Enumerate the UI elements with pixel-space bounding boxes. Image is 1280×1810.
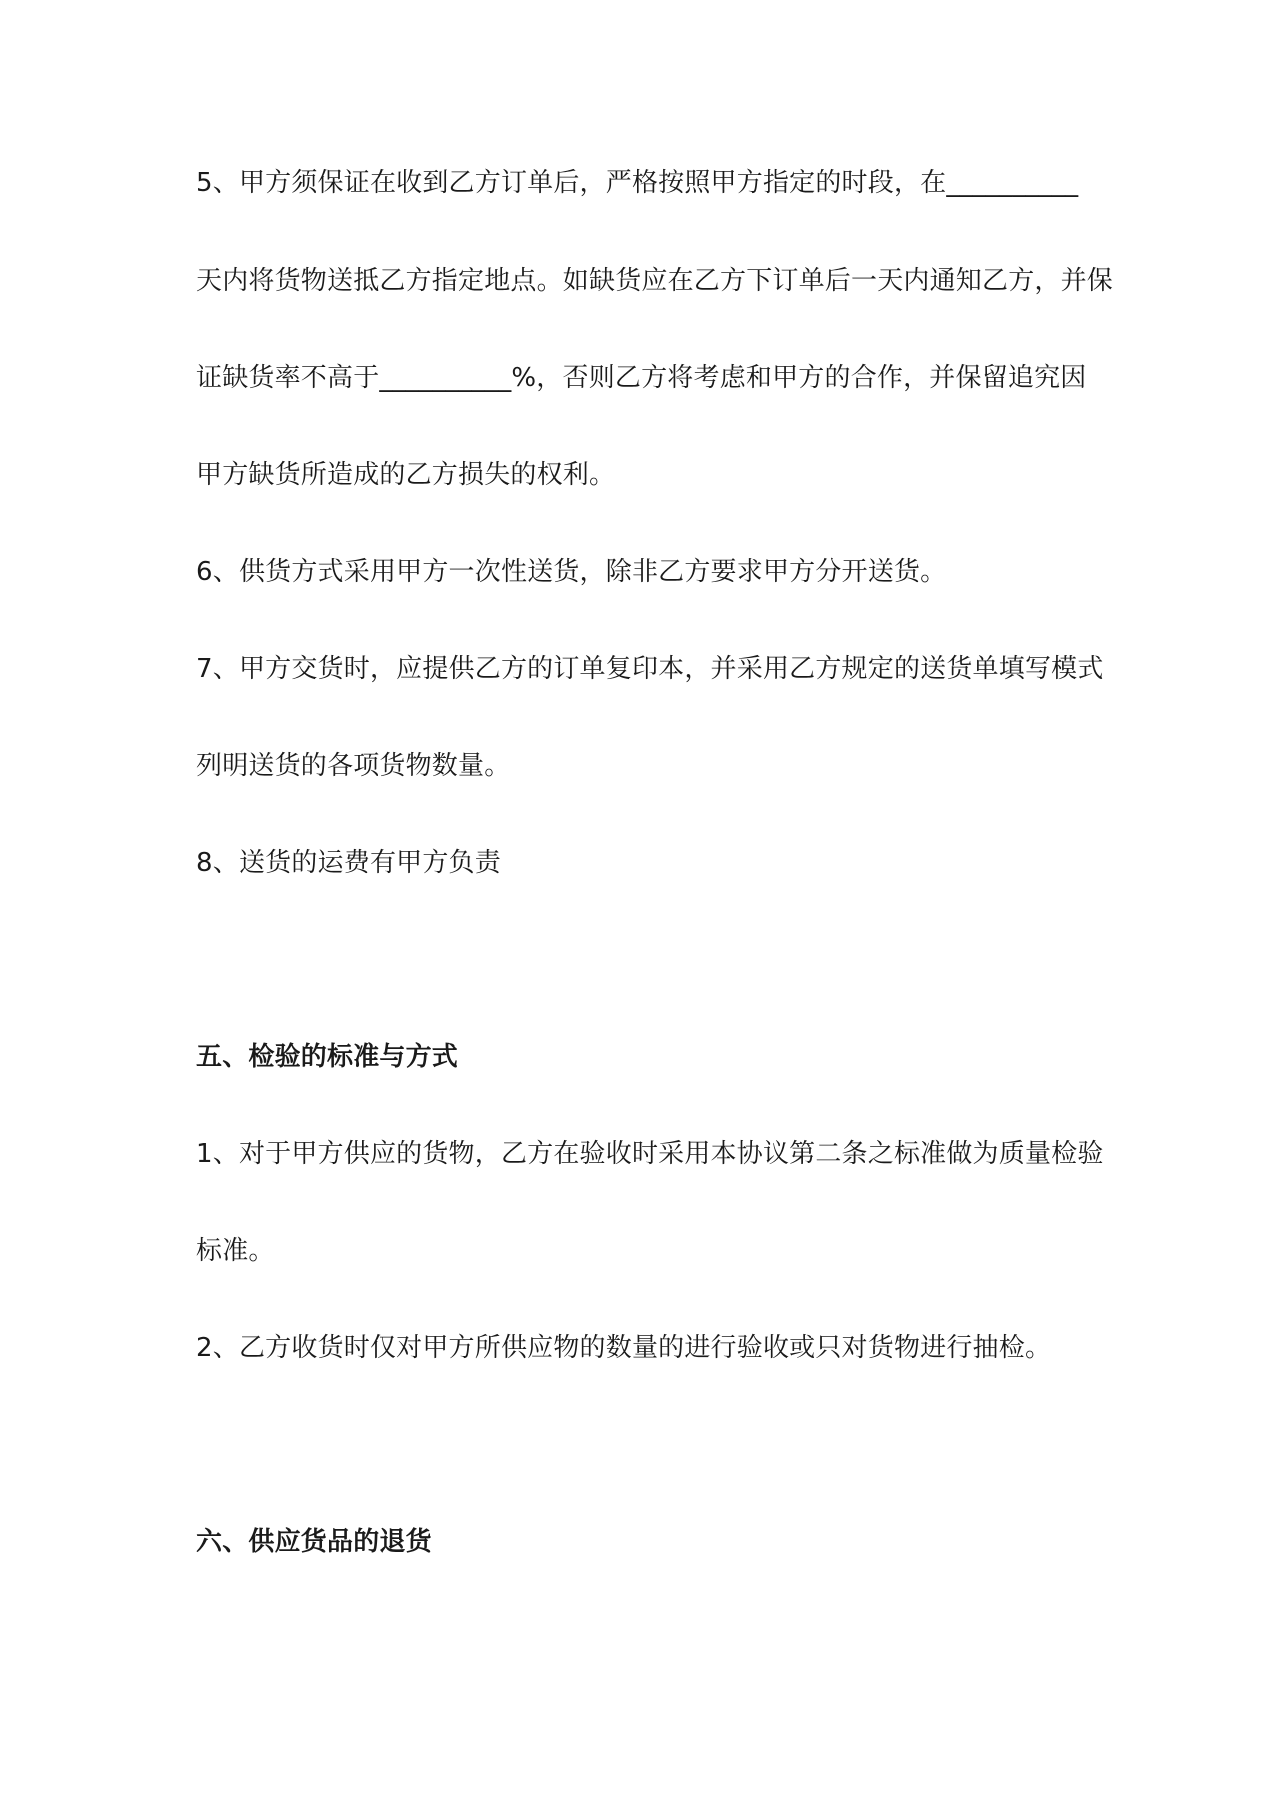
clause-7-line-2: 列明送货的各项货物数量。 (196, 751, 511, 781)
clause-5-line-2: 天内将货物送抵乙方指定地点。如缺货应在乙方下订单后一天内通知乙方，并保 (196, 266, 1114, 296)
clause-8: 8、送货的运费有甲方负责 (196, 848, 501, 878)
clause-5-line-4: 甲方缺货所造成的乙方损失的权利。 (196, 460, 616, 490)
section-5-clause-1-line-1: 1、对于甲方供应的货物，乙方在验收时采用本协议第二条之标准做为质量检验 (196, 1139, 1104, 1169)
clause-5-line-3: 证缺货率不高于__________%，否则乙方将考虑和甲方的合作，并保留追究因 (196, 363, 1087, 393)
clause-5-line-1: 5、甲方须保证在收到乙方订单后，严格按照甲方指定的时段，在__________ (196, 168, 1079, 198)
clause-6: 6、供货方式采用甲方一次性送货，除非乙方要求甲方分开送货。 (196, 557, 947, 587)
section-6-heading: 六、供应货品的退货 (196, 1527, 432, 1557)
clause-7-line-1: 7、甲方交货时，应提供乙方的订单复印本，并采用乙方规定的送货单填写模式 (196, 654, 1104, 684)
section-5-clause-2: 2、乙方收货时仅对甲方所供应物的数量的进行验收或只对货物进行抽检。 (196, 1333, 1052, 1363)
section-5-clause-1-line-2: 标准。 (196, 1236, 275, 1266)
section-5-heading: 五、检验的标准与方式 (196, 1042, 459, 1072)
